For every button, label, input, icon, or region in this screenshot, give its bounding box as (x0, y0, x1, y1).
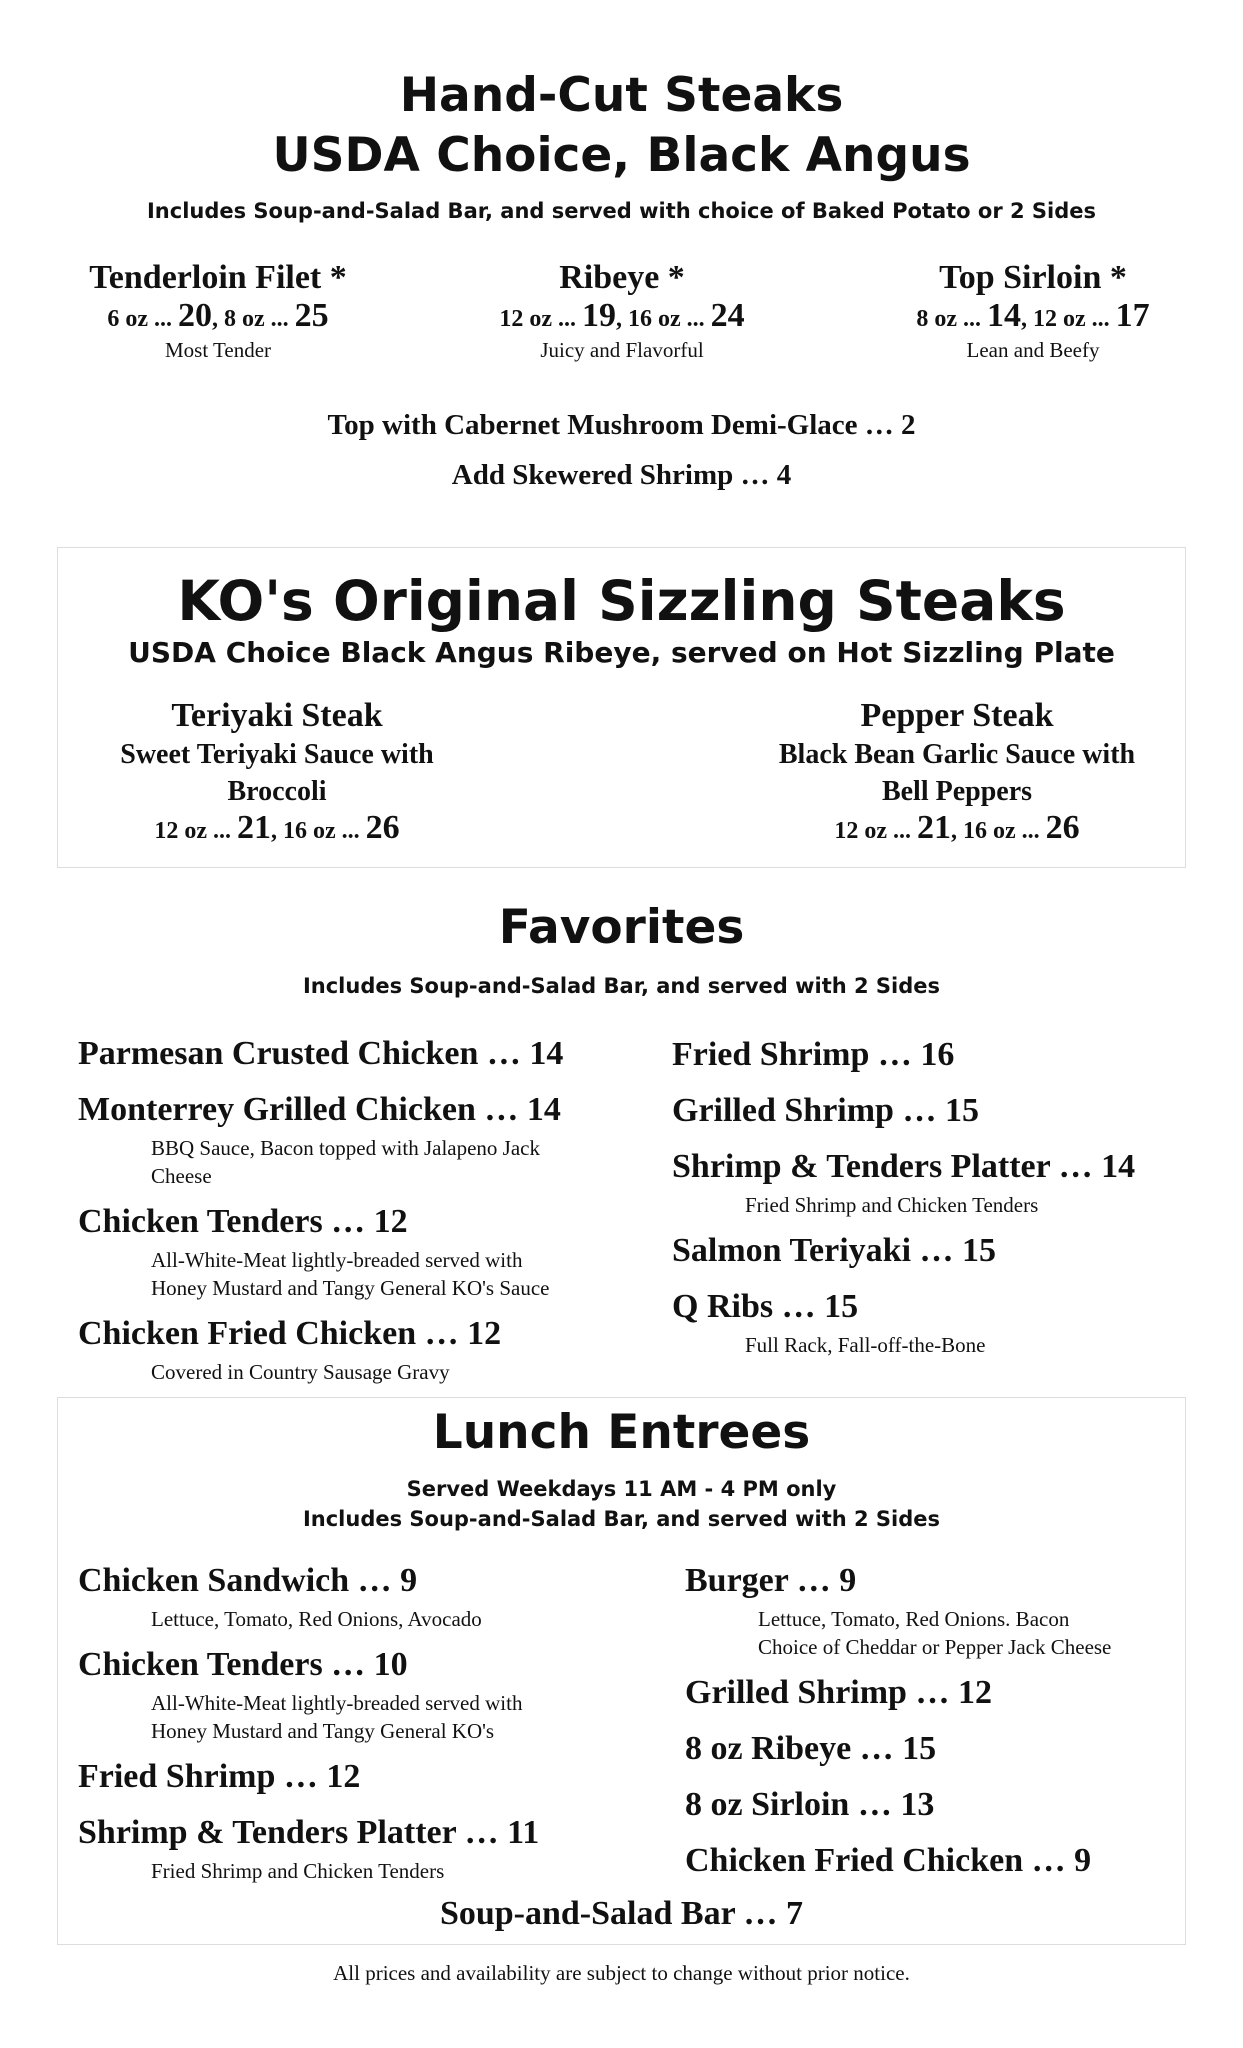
steak-tenderloin (8, 258, 428, 363)
menu-item-name: Parmesan Crusted Chicken … 14 (78, 1035, 564, 1072)
menu-item-description: Lettuce, Tomato, Red Onions, Avocado (151, 1607, 482, 1631)
menu-item (685, 1725, 1195, 1773)
hand-cut-title (0, 66, 1243, 186)
steak-note: Juicy and Flavorful (540, 338, 704, 362)
menu-item-name: Chicken Fried Chicken … 12 (78, 1315, 502, 1352)
menu-item (685, 1837, 1195, 1885)
menu-item (78, 1086, 658, 1190)
menu-item-description: Cheese (151, 1164, 212, 1188)
hand-cut-title-line1: Hand-Cut Steaks (399, 68, 844, 123)
sizzling-teriyaki (42, 696, 512, 849)
menu-item-description: Fried Shrimp and Chicken Tenders (745, 1193, 1039, 1217)
menu-item-name: Fried Shrimp … 16 (672, 1036, 955, 1073)
lunch-left-column (78, 1557, 658, 1893)
menu-item-name: Chicken Tenders … 10 (78, 1646, 408, 1683)
addon-demi-glace: Top with Cabernet Mushroom Demi-Glace … 2 (327, 409, 916, 441)
addon-skewered-shrimp: Add Skewered Shrimp … 4 (451, 459, 792, 491)
menu-item-description: Covered in Country Sausage Gravy (151, 1360, 450, 1384)
steak-ribeye (412, 258, 832, 363)
favorites-subtitle: Includes Soup-and-Salad Bar, and served with 2 Sides (302, 974, 941, 998)
menu-item-description: BBQ Sauce, Bacon topped with Jalapeno Jack (151, 1136, 540, 1160)
menu-item-name: Grilled Shrimp … 12 (685, 1674, 992, 1711)
menu-item-description: Lettuce, Tomato, Red Onions. Bacon (758, 1607, 1070, 1631)
menu-item-name: 8 oz Sirloin … 13 (685, 1786, 935, 1823)
menu-item-name: Shrimp & Tenders Platter … 11 (78, 1814, 540, 1851)
menu-item-name: Monterrey Grilled Chicken … 14 (78, 1091, 561, 1128)
menu-item (672, 1143, 1192, 1219)
menu-item-name: 8 oz Ribeye … 15 (685, 1730, 937, 1767)
menu-item (78, 1809, 658, 1885)
sizzling-sauce-line1: Black Bean Garlic Sauce with (778, 739, 1136, 770)
menu-item (78, 1030, 658, 1078)
menu-item (672, 1031, 1192, 1079)
lunch-right-column (685, 1557, 1195, 1893)
menu-item-name: Chicken Sandwich … 9 (78, 1562, 418, 1599)
menu-item (78, 1557, 658, 1633)
menu-item-name: Chicken Fried Chicken … 9 (685, 1842, 1092, 1879)
sizzling-title: KO's Original Sizzling Steaks (177, 569, 1066, 633)
sizzling-sauce-line2: Broccoli (227, 776, 327, 807)
menu-item (672, 1087, 1192, 1135)
steak-prices: 8 oz ... 14, 12 oz ... 17 (916, 297, 1150, 334)
menu-item-name: Shrimp & Tenders Platter … 14 (672, 1148, 1136, 1185)
sizzling-subtitle: USDA Choice Black Angus Ribeye, served on Hot Sizzling Plate (128, 636, 1115, 669)
lunch-title: Lunch Entrees (432, 1405, 811, 1460)
menu-item-name: Salmon Teriyaki … 15 (672, 1232, 997, 1269)
menu-item-name: Chicken Tenders … 12 (78, 1203, 408, 1240)
favorites-right-column (672, 1031, 1192, 1367)
lunch-subtitle: Includes Soup-and-Salad Bar, and served with 2 Sides (302, 1507, 941, 1531)
sizzling-prices: 12 oz ... 21, 16 oz ... 26 (154, 809, 400, 846)
sizzling-sauce-line1: Sweet Teriyaki Sauce with (120, 739, 434, 770)
sizzling-name: Teriyaki Steak (171, 697, 383, 734)
steak-note: Most Tender (164, 338, 272, 362)
price-disclaimer: All prices and availability are subject to change without prior notice. (333, 1961, 910, 1985)
steak-note: Lean and Beefy (966, 338, 1100, 362)
menu-item-description: Honey Mustard and Tangy General KO's (151, 1719, 495, 1743)
menu-item-description: Honey Mustard and Tangy General KO's Sauce (151, 1276, 550, 1300)
sizzling-prices: 12 oz ... 21, 16 oz ... 26 (834, 809, 1080, 846)
sizzling-sauce-line2: Bell Peppers (881, 776, 1033, 807)
steak-prices: 6 oz ... 20, 8 oz ... 25 (107, 297, 329, 334)
menu-item (78, 1753, 658, 1801)
menu-item (672, 1227, 1192, 1275)
steak-prices: 12 oz ... 19, 16 oz ... 24 (499, 297, 745, 334)
hand-cut-title-line2: USDA Choice, Black Angus (272, 128, 971, 183)
menu-item (685, 1669, 1195, 1717)
menu-item (685, 1557, 1195, 1661)
menu-item-name: Fried Shrimp … 12 (78, 1758, 361, 1795)
soup-salad-bar: Soup-and-Salad Bar … 7 (439, 1895, 804, 1932)
steak-top-sirloin (823, 258, 1243, 363)
favorites-title: Favorites (498, 900, 745, 955)
menu-item (685, 1781, 1195, 1829)
menu-item (78, 1641, 658, 1745)
menu-item (78, 1310, 658, 1386)
menu-item-name: Q Ribs … 15 (672, 1288, 859, 1325)
menu-item-description: Fried Shrimp and Chicken Tenders (151, 1859, 445, 1883)
steak-name: Tenderloin Filet * (89, 259, 347, 296)
menu-item-description: All-White-Meat lightly-breaded served with (151, 1691, 523, 1715)
sizzling-name: Pepper Steak (860, 697, 1054, 734)
menu-item-name: Grilled Shrimp … 15 (672, 1092, 979, 1129)
menu-item-description: Choice of Cheddar or Pepper Jack Cheese (758, 1635, 1112, 1659)
menu-item (78, 1198, 658, 1302)
lunch-hours: Served Weekdays 11 AM - 4 PM only (406, 1477, 837, 1501)
menu-item-description: All-White-Meat lightly-breaded served with (151, 1248, 523, 1272)
menu-item (672, 1283, 1192, 1359)
menu-item-description: Full Rack, Fall-off-the-Bone (745, 1333, 986, 1357)
hand-cut-subtitle: Includes Soup-and-Salad Bar, and served with choice of Baked Potato or 2 Sides (146, 199, 1097, 223)
steak-name: Top Sirloin * (939, 259, 1127, 296)
steak-name: Ribeye * (559, 259, 685, 296)
menu-item-name: Burger … 9 (685, 1562, 857, 1599)
sizzling-pepper (722, 696, 1192, 849)
favorites-left-column (78, 1030, 658, 1394)
